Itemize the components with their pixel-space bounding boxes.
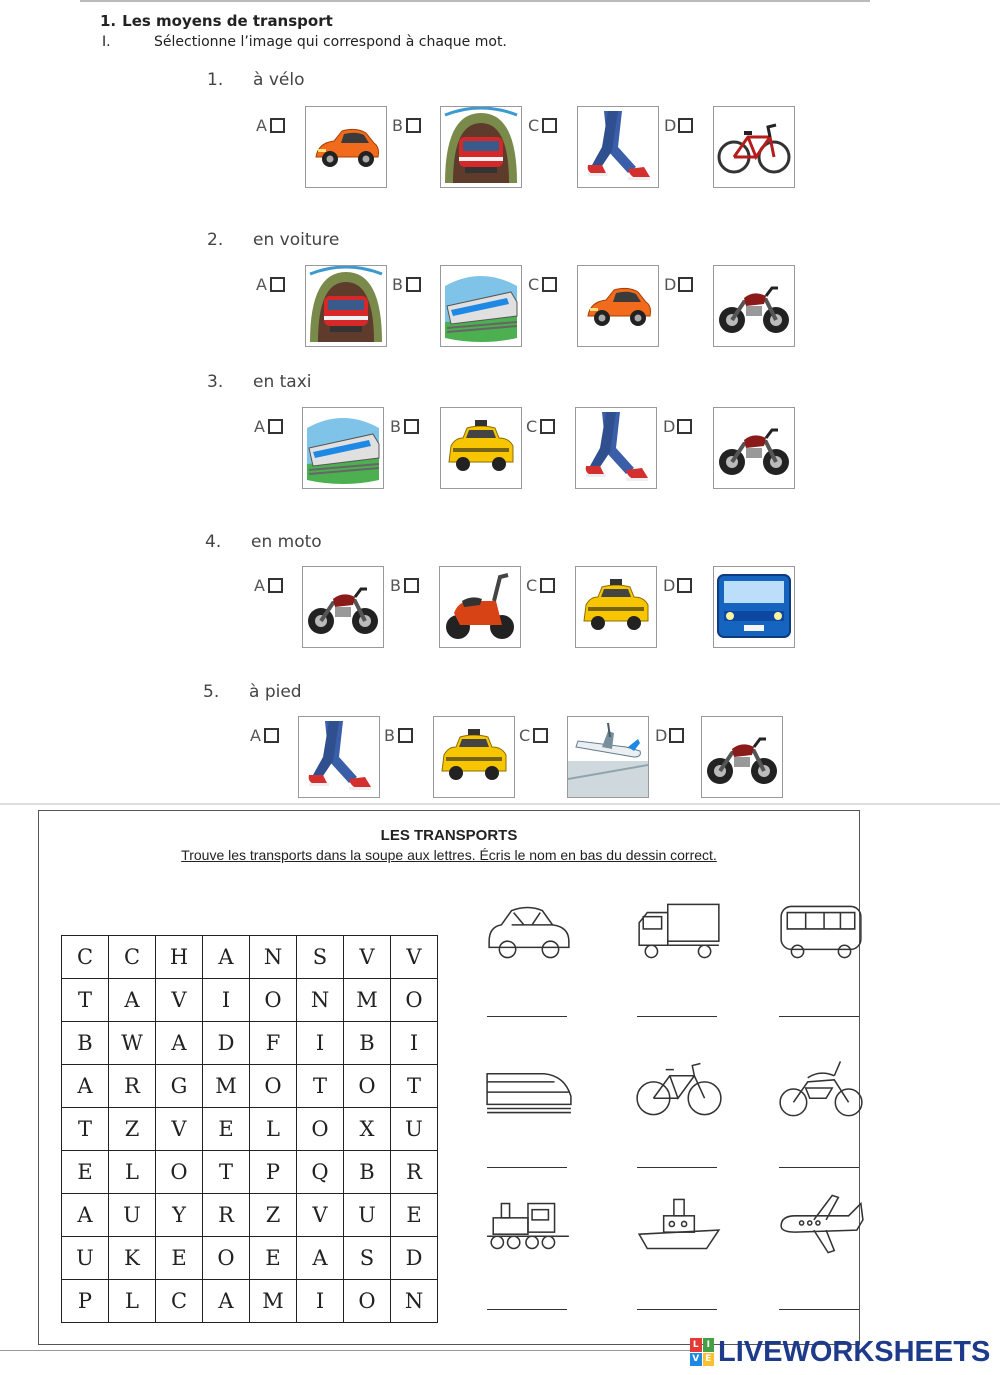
grid-row: [62, 1280, 438, 1323]
logo-badge-letter: E: [703, 1353, 715, 1367]
question-number: 4.: [205, 532, 222, 552]
grid-cell[interactable]: L: [250, 1108, 297, 1151]
grid-row: [62, 936, 438, 979]
option-letter: B: [384, 726, 395, 745]
grid-cell[interactable]: Z: [250, 1194, 297, 1237]
grid-cell[interactable]: A: [62, 1065, 109, 1108]
option-checkbox[interactable]: [540, 578, 555, 593]
grid-cell[interactable]: R: [109, 1065, 156, 1108]
grid-cell[interactable]: A: [62, 1194, 109, 1237]
question-number: 2.: [207, 230, 224, 250]
grid-cell[interactable]: Y: [156, 1194, 203, 1237]
grid-cell[interactable]: M: [203, 1065, 250, 1108]
question-word: en voiture: [253, 230, 340, 250]
instruction: I. Sélectionne l’image qui correspond à chaque mot.: [102, 34, 507, 50]
logo-badge-letter: L: [690, 1338, 702, 1352]
option-checkbox[interactable]: [669, 728, 684, 743]
grid-cell[interactable]: C: [109, 936, 156, 979]
scooter-icon[interactable]: [439, 566, 521, 648]
grid-cell[interactable]: S: [344, 1237, 391, 1280]
option-checkbox[interactable]: [542, 118, 557, 133]
grid-cell[interactable]: E: [62, 1151, 109, 1194]
option-checkbox[interactable]: [270, 277, 285, 292]
question-word: en moto: [251, 532, 322, 552]
grid-row: [62, 1108, 438, 1151]
option-letter: A: [254, 576, 265, 595]
grid-cell[interactable]: U: [62, 1237, 109, 1280]
motorcycle-icon[interactable]: [713, 407, 795, 489]
question-label: [203, 682, 302, 702]
grid-cell[interactable]: T: [203, 1151, 250, 1194]
locomotive-drawing-icon: [483, 1189, 575, 1261]
section-divider: [0, 803, 1000, 805]
grid-cell[interactable]: I: [203, 979, 250, 1022]
option-checkbox[interactable]: [678, 118, 693, 133]
grid-cell[interactable]: N: [297, 979, 344, 1022]
grid-cell[interactable]: B: [344, 1151, 391, 1194]
grid-cell[interactable]: Z: [109, 1108, 156, 1151]
grid-cell[interactable]: B: [62, 1022, 109, 1065]
logo-badge-letter: I: [703, 1338, 715, 1352]
grid-cell[interactable]: V: [156, 979, 203, 1022]
grid-cell[interactable]: T: [62, 1108, 109, 1151]
question-word: à vélo: [253, 70, 305, 90]
option-checkbox[interactable]: [677, 419, 692, 434]
option-checkbox[interactable]: [264, 728, 279, 743]
option-letter: D: [664, 116, 677, 135]
option-checkbox[interactable]: [270, 118, 285, 133]
answer-line[interactable]: [779, 1167, 859, 1168]
walking-legs-icon[interactable]: [575, 407, 657, 489]
grid-cell[interactable]: C: [156, 1280, 203, 1323]
answer-line[interactable]: [487, 1167, 567, 1168]
liveworksheets-logo: [690, 1334, 990, 1370]
train-icon[interactable]: [440, 265, 522, 347]
truck-drawing-icon: [633, 896, 725, 968]
grid-row: [62, 1065, 438, 1108]
option-checkbox[interactable]: [533, 728, 548, 743]
bicycle-drawing-icon: [633, 1051, 725, 1123]
walking-legs-icon[interactable]: [577, 106, 659, 188]
option-checkbox[interactable]: [677, 578, 692, 593]
option-letter: A: [250, 726, 261, 745]
grid-cell[interactable]: T: [62, 979, 109, 1022]
option-checkbox[interactable]: [404, 578, 419, 593]
question-number: 1.: [207, 70, 224, 90]
grid-cell[interactable]: D: [203, 1022, 250, 1065]
grid-cell[interactable]: I: [297, 1022, 344, 1065]
option-letter: C: [519, 726, 531, 745]
option-letter: C: [526, 576, 538, 595]
answer-line[interactable]: [637, 1309, 717, 1310]
grid-cell[interactable]: R: [203, 1194, 250, 1237]
train-drawing-icon: [483, 1051, 575, 1123]
option-checkbox[interactable]: [268, 578, 283, 593]
grid-cell[interactable]: O: [344, 1065, 391, 1108]
option-letter: D: [663, 576, 676, 595]
option-letter: A: [256, 275, 267, 294]
motorcycle-drawing-icon: [775, 1051, 867, 1123]
option-letter: B: [390, 417, 401, 436]
grid-cell[interactable]: T: [297, 1065, 344, 1108]
logo-text: LIVEWORKSHEETS: [718, 1335, 991, 1368]
option-letter: C: [528, 116, 540, 135]
motorcycle-icon[interactable]: [701, 716, 783, 798]
answer-line[interactable]: [487, 1309, 567, 1310]
question-label: [207, 70, 304, 90]
grid-cell[interactable]: O: [250, 979, 297, 1022]
grid-cell[interactable]: U: [344, 1194, 391, 1237]
grid-cell[interactable]: A: [203, 936, 250, 979]
option-letter: A: [254, 417, 265, 436]
answer-line[interactable]: [779, 1309, 859, 1310]
grid-cell[interactable]: N: [391, 1280, 438, 1323]
grid-cell[interactable]: V: [391, 936, 438, 979]
grid-row: [62, 979, 438, 1022]
grid-cell[interactable]: E: [391, 1194, 438, 1237]
wordsearch-panel: [38, 810, 860, 1345]
train-tunnel-icon[interactable]: [440, 106, 522, 188]
grid-row: [62, 1194, 438, 1237]
grid-cell[interactable]: A: [156, 1022, 203, 1065]
grid-cell[interactable]: X: [344, 1108, 391, 1151]
answer-line[interactable]: [487, 1016, 567, 1017]
grid-cell[interactable]: O: [297, 1108, 344, 1151]
top-border: [80, 0, 870, 2]
grid-cell[interactable]: U: [109, 1194, 156, 1237]
grid-cell[interactable]: L: [109, 1280, 156, 1323]
grid-cell[interactable]: P: [250, 1151, 297, 1194]
option-letter: D: [664, 275, 677, 294]
grid-cell[interactable]: A: [109, 979, 156, 1022]
grid-cell[interactable]: T: [391, 1065, 438, 1108]
car-icon[interactable]: [305, 106, 387, 188]
question-label: [207, 372, 312, 392]
grid-cell[interactable]: E: [203, 1108, 250, 1151]
train-tunnel-icon[interactable]: [305, 265, 387, 347]
answer-line[interactable]: [637, 1167, 717, 1168]
logo-badge-letter: V: [690, 1353, 702, 1367]
grid-cell[interactable]: O: [250, 1065, 297, 1108]
grid-cell[interactable]: E: [156, 1237, 203, 1280]
grid-cell[interactable]: M: [344, 979, 391, 1022]
grid-cell[interactable]: A: [297, 1237, 344, 1280]
logo-badge: [690, 1338, 714, 1366]
letter-grid: [61, 935, 438, 1323]
bicycle-icon[interactable]: [713, 106, 795, 188]
grid-row: [62, 1151, 438, 1194]
wordsearch-instruction: Trouve les transports dans la soupe aux lettres. Écris le nom en bas du dessin correct.: [181, 847, 717, 863]
option-letter: B: [392, 275, 403, 294]
grid-cell[interactable]: V: [156, 1108, 203, 1151]
grid-cell[interactable]: M: [250, 1280, 297, 1323]
question-number: 3.: [207, 372, 224, 392]
option-checkbox[interactable]: [404, 419, 419, 434]
section-title: 1. Les moyens de transport: [100, 12, 333, 30]
grid-cell[interactable]: O: [203, 1237, 250, 1280]
grid-cell[interactable]: H: [156, 936, 203, 979]
option-checkbox[interactable]: [678, 277, 693, 292]
taxi-icon[interactable]: [440, 407, 522, 489]
car-drawing-icon: [483, 896, 575, 968]
grid-cell[interactable]: K: [109, 1237, 156, 1280]
bus-drawing-icon: [775, 896, 867, 968]
grid-cell[interactable]: R: [391, 1151, 438, 1194]
airplane-icon[interactable]: [567, 716, 649, 798]
grid-cell[interactable]: B: [344, 1022, 391, 1065]
option-checkbox[interactable]: [268, 419, 283, 434]
taxi-icon[interactable]: [433, 716, 515, 798]
grid-cell[interactable]: O: [156, 1151, 203, 1194]
option-checkbox[interactable]: [398, 728, 413, 743]
grid-row: [62, 1022, 438, 1065]
grid-cell[interactable]: V: [297, 1194, 344, 1237]
question-label: [205, 532, 322, 552]
train-icon[interactable]: [302, 407, 384, 489]
motorcycle-icon[interactable]: [302, 566, 384, 648]
grid-cell[interactable]: U: [391, 1108, 438, 1151]
option-checkbox[interactable]: [406, 277, 421, 292]
question-word: à pied: [249, 682, 302, 702]
option-letter: D: [655, 726, 668, 745]
grid-cell[interactable]: F: [250, 1022, 297, 1065]
option-letter: C: [526, 417, 538, 436]
answer-line[interactable]: [779, 1016, 859, 1017]
grid-cell[interactable]: L: [109, 1151, 156, 1194]
truck-icon[interactable]: [713, 566, 795, 648]
grid-cell[interactable]: O: [391, 979, 438, 1022]
grid-cell[interactable]: P: [62, 1280, 109, 1323]
option-letter: B: [392, 116, 403, 135]
grid-cell[interactable]: C: [62, 936, 109, 979]
grid-row: [62, 1237, 438, 1280]
grid-cell[interactable]: O: [344, 1280, 391, 1323]
option-letter: C: [528, 275, 540, 294]
wordsearch-title: LES TRANSPORTS: [380, 827, 518, 844]
option-checkbox[interactable]: [540, 419, 555, 434]
option-letter: A: [256, 116, 267, 135]
grid-cell[interactable]: G: [156, 1065, 203, 1108]
car-icon[interactable]: [577, 265, 659, 347]
question-label: [207, 230, 339, 250]
option-letter: B: [390, 576, 401, 595]
grid-cell[interactable]: I: [297, 1280, 344, 1323]
option-checkbox[interactable]: [406, 118, 421, 133]
walking-legs-icon[interactable]: [298, 716, 380, 798]
grid-cell[interactable]: W: [109, 1022, 156, 1065]
boat-drawing-icon: [633, 1189, 725, 1261]
grid-cell[interactable]: A: [203, 1280, 250, 1323]
grid-cell[interactable]: S: [297, 936, 344, 979]
airplane-drawing-icon: [775, 1189, 867, 1261]
grid-cell[interactable]: E: [250, 1237, 297, 1280]
option-letter: D: [663, 417, 676, 436]
question-number: 5.: [203, 682, 220, 702]
grid-cell[interactable]: D: [391, 1237, 438, 1280]
grid-cell[interactable]: N: [250, 936, 297, 979]
answer-line[interactable]: [637, 1016, 717, 1017]
grid-cell[interactable]: Q: [297, 1151, 344, 1194]
grid-cell[interactable]: I: [391, 1022, 438, 1065]
taxi-icon[interactable]: [575, 566, 657, 648]
grid-cell[interactable]: V: [344, 936, 391, 979]
option-checkbox[interactable]: [542, 277, 557, 292]
bottom-border: [0, 1350, 690, 1351]
question-word: en taxi: [253, 372, 312, 392]
motorcycle-icon[interactable]: [713, 265, 795, 347]
